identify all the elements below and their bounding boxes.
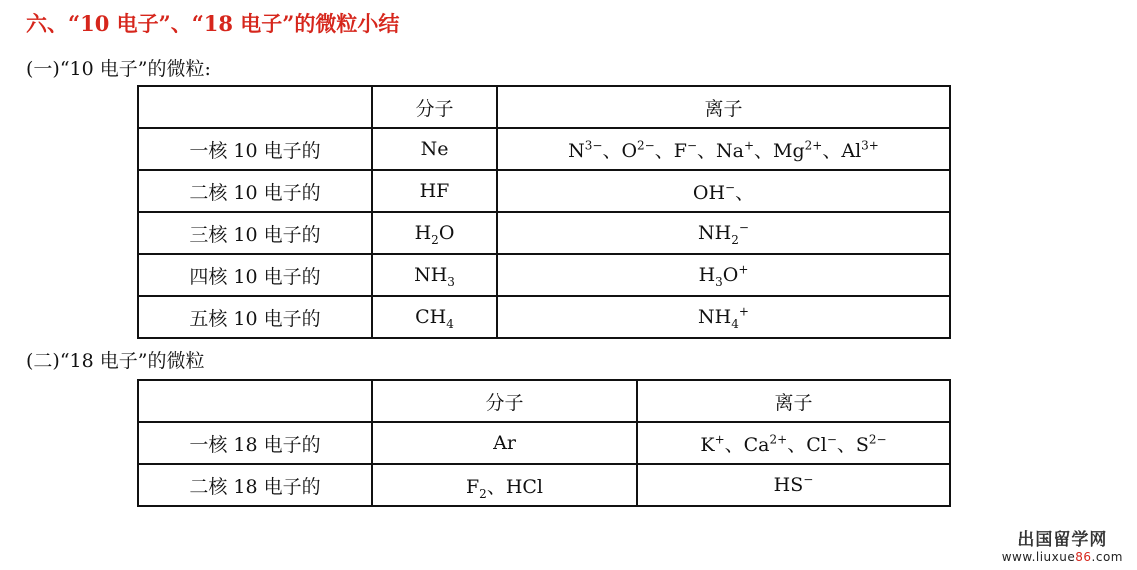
charge: −	[725, 180, 736, 195]
subscript: 4	[446, 316, 454, 331]
table-header-row	[138, 380, 950, 422]
ion-text: H	[698, 264, 716, 286]
subscript: 2	[731, 232, 739, 247]
header-molecule: 分子	[372, 380, 637, 422]
subscript: 3	[715, 274, 723, 289]
ion-cell	[497, 296, 950, 338]
row-label: 二核 10 电子的	[138, 170, 372, 212]
ion-text: 、S	[836, 433, 869, 456]
watermark-url	[1002, 550, 1123, 564]
row-label: 三核 10 电子的	[138, 212, 372, 254]
ten-electron-table	[137, 85, 951, 339]
molecule-text: Ar	[493, 432, 516, 454]
row-label: 四核 10 电子的	[138, 254, 372, 296]
charge: 2+	[804, 138, 823, 153]
ion-text: 、F	[654, 139, 687, 162]
charge: +	[714, 432, 725, 447]
charge: 2−	[637, 138, 655, 153]
table-row	[138, 128, 950, 170]
subscript: 3	[447, 274, 455, 289]
charge: +	[743, 138, 755, 153]
subscript: 2	[479, 486, 487, 501]
ion-text: K	[700, 433, 715, 456]
row-label: 一核 10 电子的	[138, 128, 372, 170]
row-label: 二核 18 电子的	[138, 464, 372, 506]
molecule-cell	[372, 254, 497, 296]
molecule-text: CH	[415, 306, 447, 328]
molecule-cell	[372, 128, 497, 170]
section2-title: (二)“18 电子”的微粒	[26, 350, 205, 372]
table-header-row	[138, 86, 950, 128]
header-blank	[138, 86, 372, 128]
charge: 2−	[868, 432, 887, 447]
eighteen-electron-table	[137, 379, 951, 507]
molecule-text: Ne	[420, 138, 449, 160]
subscript: 2	[431, 232, 439, 247]
molecule-cell	[372, 422, 637, 464]
charge: −	[686, 138, 697, 153]
molecule-cell	[372, 170, 497, 212]
molecule-text: H	[414, 222, 432, 244]
charge: 3−	[584, 138, 603, 153]
molecule-text: HF	[419, 180, 450, 202]
header-molecule: 分子	[372, 86, 497, 128]
ion-text: 、Mg	[754, 139, 805, 162]
ion-text: 、Ca	[724, 433, 770, 456]
molecule-text: 、HCl	[486, 475, 543, 498]
header-blank	[138, 380, 372, 422]
charge: 2+	[769, 432, 788, 447]
ion-text: OH	[692, 181, 726, 204]
table-row	[138, 212, 950, 254]
table-row	[138, 296, 950, 338]
header-ion: 离子	[637, 380, 950, 422]
ion-cell	[637, 464, 950, 506]
ion-cell	[497, 170, 950, 212]
table-row	[138, 422, 950, 464]
table-row	[138, 464, 950, 506]
url-suffix: .com	[1091, 550, 1123, 564]
subscript: 4	[731, 316, 739, 331]
molecule-text: NH	[414, 264, 448, 286]
ion-cell	[497, 254, 950, 296]
charge: 3+	[861, 138, 879, 153]
molecule-cell	[372, 296, 497, 338]
row-label: 一核 18 电子的	[138, 422, 372, 464]
molecule-text: O	[438, 222, 455, 244]
ion-text: N	[568, 139, 585, 162]
header-ion: 离子	[497, 86, 950, 128]
charge: −	[738, 220, 749, 235]
url-highlight: 86	[1075, 550, 1092, 564]
row-label: 五核 10 电子的	[138, 296, 372, 338]
ion-text: 、Cl	[787, 433, 827, 456]
ion-cell	[497, 128, 950, 170]
ion-cell	[497, 212, 950, 254]
molecule-cell	[372, 212, 497, 254]
ion-cell	[637, 422, 950, 464]
charge: +	[738, 262, 749, 277]
charge: −	[826, 432, 837, 447]
table-row	[138, 254, 950, 296]
ion-text: 、Na	[697, 139, 744, 162]
ion-text: NH	[698, 222, 732, 244]
section1-title: (一)“10 电子”的微粒:	[26, 58, 211, 80]
ion-text: HS	[773, 474, 804, 496]
molecule-text: F	[465, 475, 480, 498]
charge: +	[738, 304, 749, 319]
url-prefix: www.liuxue	[1001, 550, 1076, 564]
watermark-name: 出国留学网	[1017, 530, 1108, 550]
ion-text: NH	[698, 306, 732, 328]
ion-text: 、Al	[822, 139, 862, 162]
ion-text: O	[722, 264, 739, 286]
ion-text: 、	[735, 181, 755, 204]
ion-text: 、O	[602, 139, 638, 162]
charge: −	[803, 472, 814, 487]
page-heading: 六、“10 电子”、“18 电子”的微粒小结	[26, 11, 400, 36]
molecule-cell	[372, 464, 637, 506]
watermark-logo	[1002, 525, 1123, 564]
table-row	[138, 170, 950, 212]
